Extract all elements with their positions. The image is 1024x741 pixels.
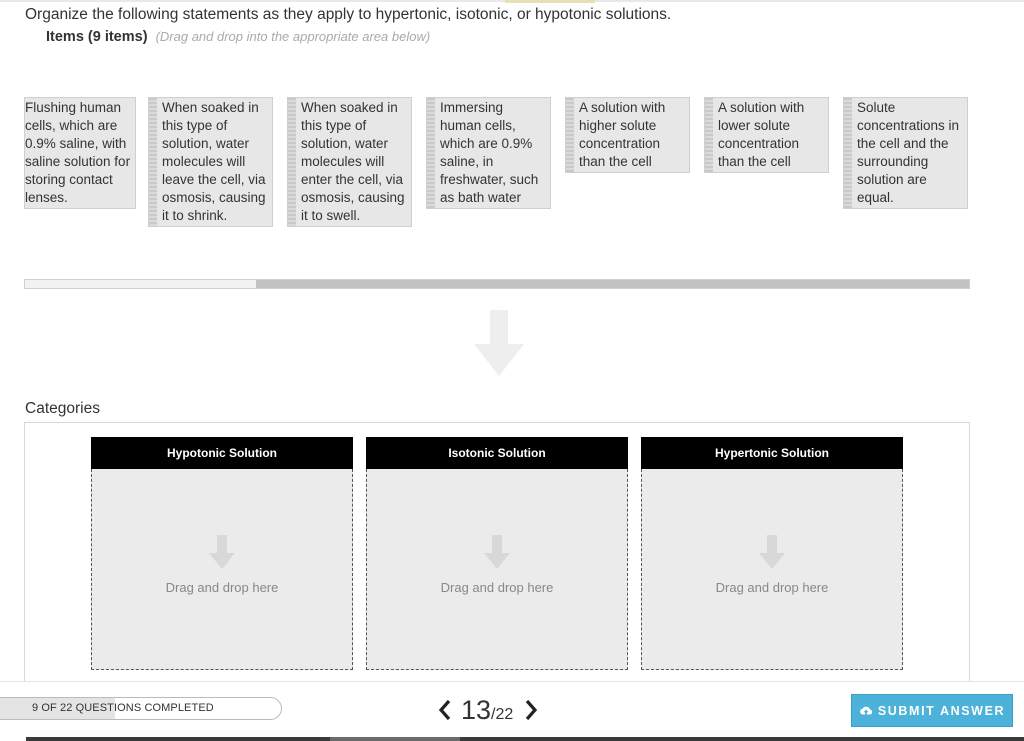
- chevron-right-icon[interactable]: [521, 695, 541, 725]
- cloud-upload-icon: [859, 705, 873, 717]
- arrow-down-icon: [759, 535, 785, 569]
- drop-zone-text: Drag and drop here: [165, 580, 279, 595]
- question-text: Organize the following statements as they apply to hypertonic, isotonic, or hypotonic solutions.: [25, 6, 672, 23]
- drop-zone-text: Drag and drop here: [715, 580, 829, 595]
- drag-handle-icon[interactable]: [149, 98, 157, 226]
- progress-indicator: [0, 697, 282, 720]
- progress-text: 9 OF 22 QUESTIONS COMPLETED: [32, 702, 214, 714]
- drop-zone-text: Drag and drop here: [440, 580, 554, 595]
- drag-handle-icon[interactable]: [705, 98, 713, 172]
- drag-handle-icon[interactable]: [566, 98, 574, 172]
- bottom-bar: [26, 737, 1024, 741]
- drag-handle-icon[interactable]: [288, 98, 296, 226]
- arrow-down-icon: [474, 310, 524, 376]
- category-hypertonic: [641, 437, 903, 670]
- top-accent-bar: [505, 0, 595, 3]
- category-header: Hypertonic Solution: [641, 437, 903, 469]
- footer-divider: [0, 681, 1024, 682]
- draggable-item[interactable]: [426, 97, 551, 209]
- current-question-number: 13: [461, 694, 492, 725]
- drag-handle-icon[interactable]: [427, 98, 435, 208]
- chevron-left-icon[interactable]: [435, 695, 455, 725]
- arrow-down-icon: [209, 535, 235, 569]
- item-text: Solute concentrations in the cell and the surrounding solution are equal.: [857, 100, 960, 205]
- items-title: Items (9 items): [46, 29, 148, 45]
- draggable-item[interactable]: [148, 97, 273, 227]
- submit-answer-button[interactable]: [851, 694, 1013, 727]
- draggable-item[interactable]: [843, 97, 968, 209]
- pagination: [435, 693, 541, 727]
- category-header: Hypotonic Solution: [91, 437, 353, 469]
- category-hypotonic: [91, 437, 353, 670]
- item-text: Immersing human cells, which are 0.9% saline, in freshwater, such as bath water: [440, 100, 539, 205]
- items-header: [46, 29, 430, 45]
- draggable-item[interactable]: [287, 97, 412, 227]
- drag-handle-icon[interactable]: [844, 98, 852, 208]
- items-tray: [24, 97, 970, 237]
- item-text: When soaked in this type of solution, water molecules will leave the cell, via osmosis, causing it to shrink.: [162, 100, 266, 223]
- item-text: A solution with higher solute concentration than the cell: [579, 100, 666, 169]
- category-isotonic: [366, 437, 628, 670]
- draggable-item[interactable]: [565, 97, 690, 173]
- item-text: Flushing human cells, which are 0.9% saline, with saline solution for storing contact lenses.: [25, 100, 131, 205]
- submit-label: SUBMIT ANSWER: [877, 703, 1006, 718]
- drop-zone[interactable]: [91, 469, 353, 670]
- total-questions: /22: [491, 706, 514, 723]
- drop-zone[interactable]: [366, 469, 628, 670]
- items-scrollbar[interactable]: [24, 279, 970, 289]
- category-header: Isotonic Solution: [366, 437, 628, 469]
- item-text: When soaked in this type of solution, water molecules will enter the cell, via osmosis, causing it to swell.: [301, 100, 405, 223]
- drop-zone[interactable]: [641, 469, 903, 670]
- bottom-bar-segment: [330, 737, 460, 741]
- draggable-item[interactable]: [704, 97, 829, 173]
- arrow-down-icon: [484, 535, 510, 569]
- items-hint: (Drag and drop into the appropriate area below): [155, 29, 431, 44]
- categories-label: Categories: [25, 400, 100, 417]
- scrollbar-thumb[interactable]: [256, 280, 969, 288]
- draggable-item[interactable]: [24, 97, 136, 209]
- item-text: A solution with lower solute concentration than the cell: [718, 100, 805, 169]
